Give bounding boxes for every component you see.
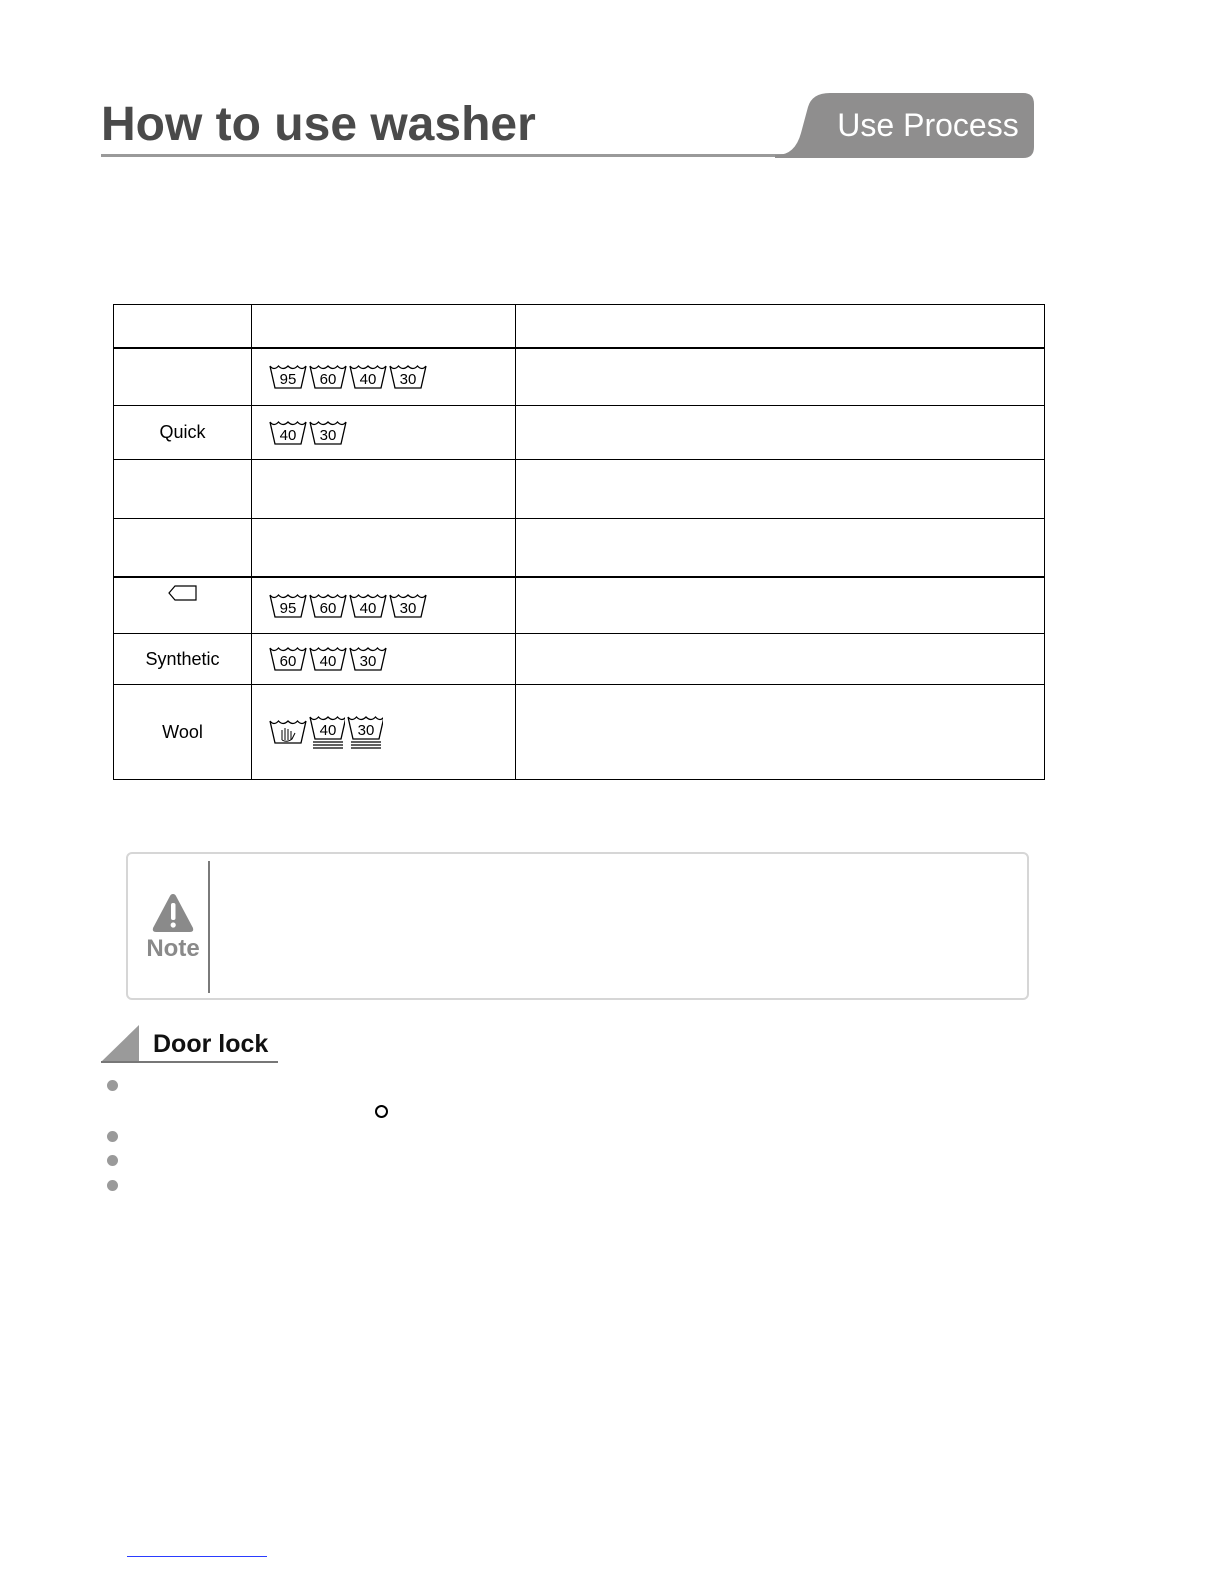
svg-text:30: 30: [399, 599, 417, 617]
temperature-cell: [252, 460, 516, 519]
temperature-cell: [252, 519, 516, 578]
svg-text:40: 40: [319, 722, 337, 739]
table-row: [114, 577, 1045, 634]
table-row: [114, 685, 1045, 780]
section-triangle-icon: [101, 1025, 141, 1063]
wash-temperature-40-icon: [349, 364, 387, 390]
temperature-cell: [252, 406, 516, 460]
wash-temperature-30-icon: [349, 646, 387, 672]
page-title: How to use washer: [101, 98, 536, 151]
wash-temperature-30-icon: [309, 420, 347, 446]
wash-temperature-30-icon: [347, 715, 383, 749]
svg-text:40: 40: [359, 599, 377, 617]
warning-triangle-icon: [151, 892, 195, 934]
table-header-row: [114, 305, 1045, 349]
temperature-cell: [252, 634, 516, 685]
wash-temperature-40-icon: [309, 715, 345, 749]
temperature-cell: [252, 685, 516, 780]
table-row: [114, 406, 1045, 460]
footer-link-underline: [127, 1556, 267, 1557]
program-cell: [114, 519, 252, 578]
table-row: [114, 348, 1045, 406]
note-box: [126, 852, 1029, 1000]
program-cell: Synthetic: [114, 634, 252, 685]
table-row: [114, 519, 1045, 578]
circle-icon: [375, 1105, 388, 1118]
note-divider: [208, 861, 210, 993]
header-rule: [101, 154, 801, 157]
svg-text:30: 30: [399, 371, 417, 388]
label-tag-icon: [168, 585, 198, 606]
temperature-cell: [252, 348, 516, 406]
hand-wash-icon: [269, 719, 307, 745]
bullet-icon: [107, 1080, 118, 1091]
section-title: Door lock: [153, 1030, 269, 1058]
svg-text:95: 95: [279, 371, 297, 388]
section-rule: [101, 1061, 278, 1063]
svg-text:60: 60: [279, 653, 297, 670]
svg-text:40: 40: [359, 371, 377, 388]
svg-text:30: 30: [319, 426, 337, 444]
bullet-icon: [107, 1155, 118, 1166]
wash-temperature-40-icon: [349, 593, 387, 619]
program-table: [113, 304, 1045, 780]
wash-temperature-95-icon: [269, 364, 307, 390]
program-cell: [114, 348, 252, 406]
table-row: [114, 460, 1045, 519]
wash-temperature-60-icon: [309, 364, 347, 390]
program-cell: [114, 460, 252, 519]
svg-text:30: 30: [359, 653, 377, 670]
svg-text:60: 60: [319, 599, 337, 617]
wash-temperature-30-icon: [389, 364, 427, 390]
wash-temperature-40-icon: [309, 646, 347, 672]
svg-text:30: 30: [357, 722, 375, 739]
svg-text:40: 40: [319, 653, 337, 670]
wash-temperature-40-icon: [269, 420, 307, 446]
bullet-icon: [107, 1131, 118, 1142]
table-row: [114, 634, 1045, 685]
program-cell: Wool: [114, 685, 252, 780]
program-cell: Quick: [114, 406, 252, 460]
note-label: Note: [146, 935, 200, 962]
wash-temperature-60-icon: [269, 646, 307, 672]
svg-text:40: 40: [279, 426, 297, 444]
temperature-cell: [252, 577, 516, 634]
svg-text:95: 95: [279, 599, 297, 617]
bullet-icon: [107, 1180, 118, 1191]
wash-temperature-30-icon: [389, 593, 427, 619]
section-tab-label: Use Process: [837, 107, 1019, 143]
svg-text:60: 60: [319, 371, 337, 388]
wash-temperature-60-icon: [309, 593, 347, 619]
program-cell: [114, 577, 252, 634]
wash-temperature-95-icon: [269, 593, 307, 619]
